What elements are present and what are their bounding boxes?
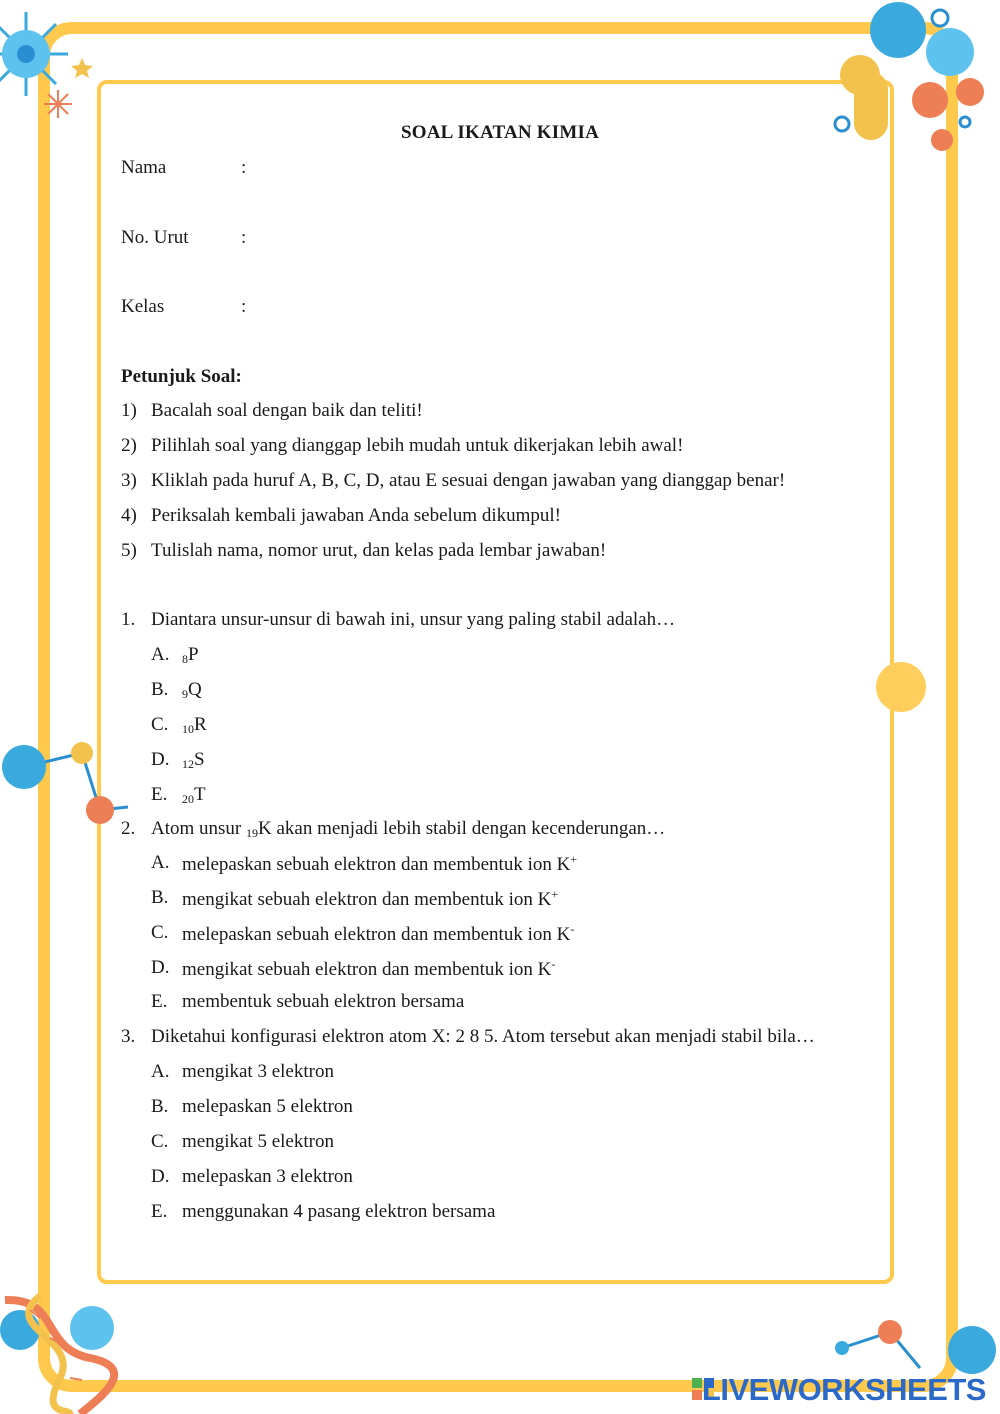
question-text	[151, 818, 665, 841]
option-text	[182, 714, 207, 737]
option-text: melepaskan 3 elektron	[182, 1166, 353, 1187]
element-symbol: S	[194, 749, 205, 770]
field-label: No. Urut	[121, 227, 189, 248]
yellow-dot-icon	[874, 660, 928, 714]
ion-charge: +	[551, 887, 559, 901]
option-letter[interactable]: D.	[151, 749, 170, 770]
option-letter[interactable]: E.	[151, 1201, 168, 1222]
option-letter[interactable]: B.	[151, 679, 169, 700]
option-text	[182, 957, 555, 981]
instruction-text: Kliklah pada huruf A, B, C, D, atau E sesuai dengan jawaban yang dianggap benar!	[151, 470, 786, 491]
option-letter[interactable]: A.	[151, 644, 170, 665]
question-number: 2.	[121, 818, 136, 839]
question-text: Diketahui konfigurasi elektron atom X: 2 8 5. Atom tersebut akan menjadi stabil bila…	[151, 1026, 815, 1047]
field-kelas	[121, 296, 247, 318]
instruction-number: 4)	[121, 505, 137, 526]
instruction-text: Tulislah nama, nomor urut, dan kelas pada lembar jawaban!	[151, 540, 607, 561]
option-letter[interactable]: C.	[151, 714, 169, 735]
field-label: Kelas	[121, 296, 165, 317]
option-letter[interactable]: A.	[151, 1061, 170, 1082]
brand-name[interactable]: LIVEWORKSHEETS	[701, 1372, 986, 1407]
instruction-text: Bacalah soal dengan baik dan teliti!	[151, 400, 423, 421]
instruction-number: 5)	[121, 540, 137, 561]
atomic-number: 19	[246, 826, 258, 840]
atomic-number: 9	[182, 687, 188, 701]
option-letter[interactable]: B.	[151, 1096, 169, 1117]
atomic-number: 10	[182, 722, 194, 736]
question-number: 1.	[121, 609, 136, 630]
option-text: melepaskan 5 elektron	[182, 1096, 353, 1117]
field-nama	[121, 157, 247, 179]
option-letter[interactable]: B.	[151, 887, 169, 908]
option-text	[182, 922, 574, 946]
option-letter[interactable]: C.	[151, 922, 169, 943]
page-title: SOAL IKATAN KIMIA	[400, 122, 599, 143]
option-text-part: mengikat sebuah elektron dan membentuk ion K	[182, 889, 552, 910]
instruction-number: 1)	[121, 400, 137, 421]
virus-icon	[0, 10, 110, 120]
element-symbol: T	[194, 784, 206, 805]
field-label: Nama	[121, 157, 167, 178]
option-text-part: mengikat sebuah elektron dan membentuk ion K	[182, 959, 552, 980]
option-letter[interactable]: E.	[151, 991, 168, 1012]
ion-charge: -	[551, 957, 556, 971]
molecule-bottom-icon	[830, 1310, 1000, 1380]
option-letter[interactable]: D.	[151, 957, 170, 978]
instruction-number: 2)	[121, 435, 137, 456]
option-letter[interactable]: E.	[151, 784, 168, 805]
field-colon: :	[241, 296, 247, 317]
option-text	[182, 887, 558, 911]
option-letter[interactable]: C.	[151, 1131, 169, 1152]
element-symbol: R	[194, 714, 207, 735]
instruction-number: 3)	[121, 470, 137, 491]
atomic-number: 8	[182, 652, 188, 666]
field-no-urut	[121, 227, 247, 249]
ion-charge: -	[570, 922, 575, 936]
option-text: mengikat 3 elektron	[182, 1061, 334, 1082]
instruction-text: Pilihlah soal yang dianggap lebih mudah untuk dikerjakan lebih awal!	[151, 435, 684, 456]
option-text	[182, 644, 199, 667]
element-symbol: P	[188, 644, 199, 665]
option-text-part: melepaskan sebuah elektron dan membentuk ion K	[182, 924, 571, 945]
option-text	[182, 679, 202, 702]
molecule-left-icon	[0, 735, 130, 835]
option-text-part: melepaskan sebuah elektron dan membentuk ion K	[182, 854, 571, 875]
option-text: membentuk sebuah elektron bersama	[182, 991, 465, 1012]
option-text	[182, 784, 206, 807]
instruction-text: Periksalah kembali jawaban Anda sebelum dikumpul!	[151, 505, 561, 526]
question-text: Diantara unsur-unsur di bawah ini, unsur yang paling stabil adalah…	[151, 609, 676, 630]
option-text: mengikat 5 elektron	[182, 1131, 334, 1152]
option-letter[interactable]: D.	[151, 1166, 170, 1187]
question-text-part: Atom unsur	[151, 818, 246, 839]
option-text	[182, 749, 205, 772]
atomic-number: 12	[182, 757, 194, 771]
field-colon: :	[241, 227, 247, 248]
dna-icon	[0, 1288, 125, 1414]
instructions-heading: Petunjuk Soal:	[121, 366, 242, 387]
question-text-part: K akan menjadi lebih stabil dengan kecenderungan…	[258, 818, 666, 839]
field-colon: :	[241, 157, 247, 178]
atomic-number: 20	[182, 792, 194, 806]
element-symbol: Q	[188, 679, 202, 700]
ion-charge: +	[570, 852, 578, 866]
option-letter[interactable]: A.	[151, 852, 170, 873]
option-text	[182, 852, 577, 876]
option-text: menggunakan 4 pasang elektron bersama	[182, 1201, 496, 1222]
question-number: 3.	[121, 1026, 136, 1047]
